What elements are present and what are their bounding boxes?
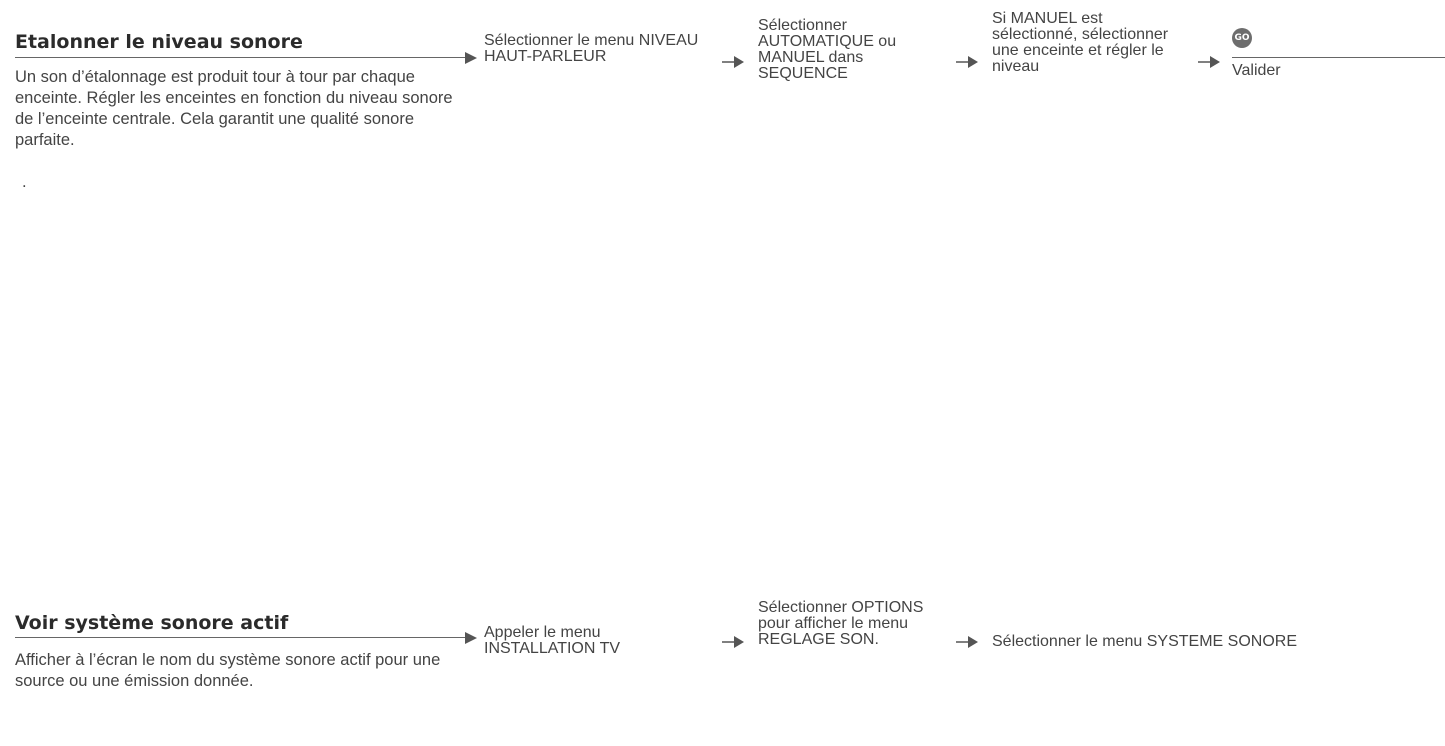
section2-title: Voir système sonore actif bbox=[15, 612, 289, 634]
section2-description: Afficher à l’écran le nom du système sonore actif pour une source ou une émission donnée. bbox=[15, 651, 441, 690]
right-arrow-icon bbox=[956, 635, 978, 649]
section2-title-rule bbox=[15, 637, 470, 638]
section1-step-2: Sélectionner AUTOMATIQUE ou MANUEL dans SEQUENCE bbox=[758, 17, 897, 82]
section1-description: Un son d’étalonnage est produit tour à tour par chaque enceinte. Régler les enceintes en fonction du niveau sonore de l’enceinte centrale. Cela garantit une qualité sonore parfaite. bbox=[15, 68, 453, 149]
section1-go-rule bbox=[1232, 57, 1445, 58]
right-arrow-icon bbox=[1198, 55, 1220, 69]
right-arrow-icon bbox=[465, 52, 477, 64]
right-arrow-icon bbox=[956, 55, 978, 69]
section1-title: Etalonner le niveau sonore bbox=[15, 31, 303, 53]
section2-step-2: Sélectionner OPTIONS pour afficher le menu REGLAGE SON. bbox=[758, 599, 924, 648]
section1-step-3: Si MANUEL est sélectionné, sélectionner une enceinte et régler le niveau bbox=[992, 10, 1169, 75]
section1-step-4: Valider bbox=[1232, 62, 1281, 79]
right-arrow-icon bbox=[722, 55, 744, 69]
go-button-icon: GO bbox=[1232, 28, 1252, 48]
section2-step-3: Sélectionner le menu SYSTEME SONORE bbox=[992, 633, 1298, 650]
section2-step-1: Appeler le menu INSTALLATION TV bbox=[484, 624, 621, 657]
section1-trailing-dot: . bbox=[22, 173, 27, 191]
section1-step-1: Sélectionner le menu NIVEAU HAUT-PARLEUR bbox=[484, 32, 699, 65]
right-arrow-icon bbox=[722, 635, 744, 649]
right-arrow-icon bbox=[465, 632, 477, 644]
section1-title-rule bbox=[15, 57, 470, 58]
